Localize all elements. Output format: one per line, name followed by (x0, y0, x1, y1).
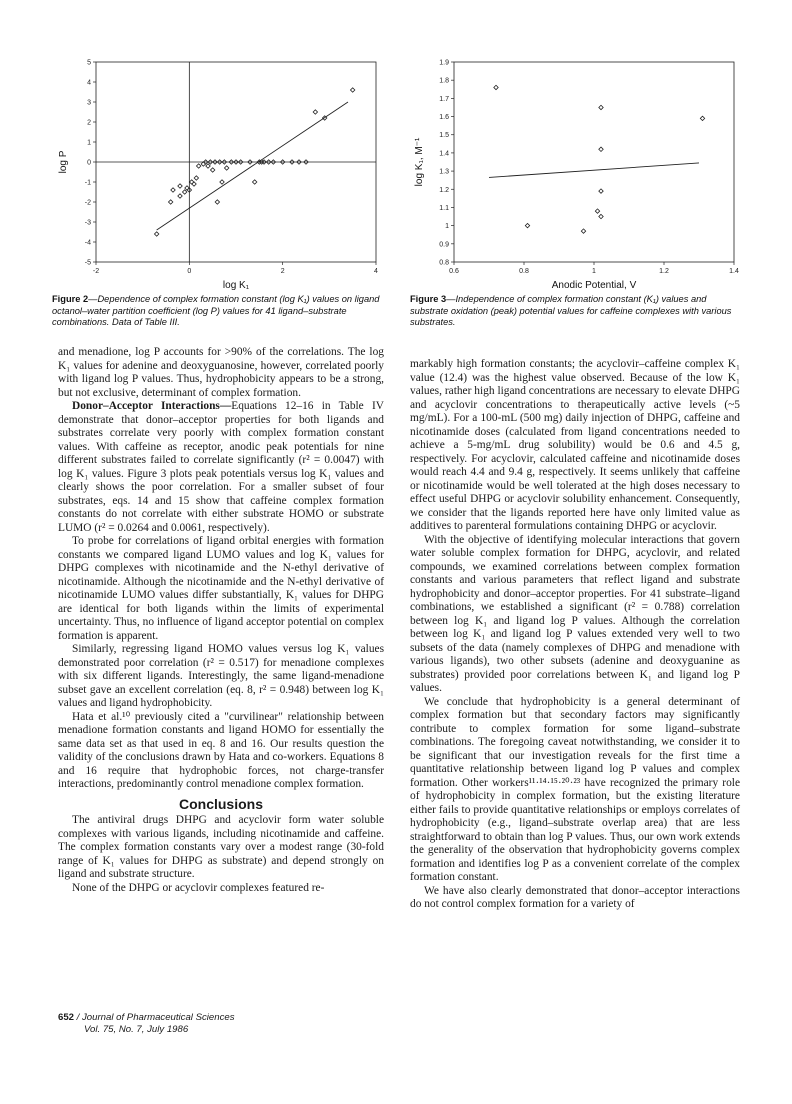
figure-2-caption (52, 294, 382, 329)
y-tick-label: 0 (87, 159, 91, 167)
paragraph (410, 696, 740, 885)
y-tick-label: -4 (84, 239, 91, 247)
data-point (178, 194, 182, 198)
data-point (525, 223, 529, 227)
y-tick-label: 4 (87, 79, 91, 87)
x-axis-label: log K₁ (222, 280, 250, 291)
figure-3-plot (410, 56, 750, 291)
paragraph-text: To probe for correlations of ligand orbital energies with formation constants we compared ligand LUMO values and log K₁ values for DHPG complexes with nicotinamide and the N-ethyl derivative of nicotinamide. Although the nicotinamide and the N-ethyl derivative of nicotinamide LUMO values differ substantially, K₁ values for DHPG are identical for both ligands within the limits of experimental uncertainty. Thus, no influence of ligand acceptor potential on complex formation is apparent. (58, 535, 384, 642)
x-tick-label: 1.2 (659, 268, 669, 275)
data-point (494, 85, 498, 89)
paragraph-text: None of the DHPG or acyclovir complexes featured re- (72, 881, 325, 894)
data-point (182, 190, 186, 194)
paragraph (58, 711, 384, 792)
figure-3 (410, 56, 750, 291)
y-tick-label: 1 (87, 139, 91, 147)
left-column (58, 346, 384, 895)
paragraph-text: The antiviral drugs DHPG and acyclovir form water soluble complexes with various ligands, including nicotinamide and caffeine. The complex formation constants vary over a modest range (30-fold range of K₁ values for DHPG as substrate) and depend strongly on ligand and substrate structure. (58, 814, 384, 880)
data-point (599, 105, 603, 109)
x-tick-label: -2 (92, 268, 100, 275)
plot-frame (454, 62, 734, 262)
x-tick-label: 0 (187, 268, 192, 275)
page-footer (58, 1012, 235, 1036)
data-point (220, 180, 224, 184)
y-tick-label: 1.6 (439, 114, 449, 122)
paragraph (58, 882, 384, 896)
paragraph (410, 885, 740, 912)
figure-2 (52, 56, 382, 291)
y-tick-label: 1.4 (439, 150, 449, 158)
y-tick-label: 0.9 (439, 241, 449, 249)
paragraph (410, 534, 740, 696)
paragraph-text: and menadione, log P accounts for >90% of the correlations. The log K₁ values for adenine and deoxyguanosine, however, correlated poorly with ligand log P values. Thus, hydrophobicity appears to be a strong, but not exclusive, determinant of complex formation. (58, 346, 384, 399)
y-axis-label: log K₁, M⁻¹ (414, 137, 425, 187)
x-tick-label: 1 (592, 268, 596, 275)
paragraph (58, 814, 384, 882)
y-tick-label: 1.7 (439, 95, 449, 103)
journal-name: / Journal of Pharmaceutical Sciences (74, 1012, 235, 1023)
y-tick-label: 2 (87, 119, 91, 127)
y-tick-label: 1.1 (439, 204, 449, 212)
data-point (196, 164, 200, 168)
data-point (201, 162, 205, 166)
data-point (178, 184, 182, 188)
regression-line (489, 163, 699, 178)
paragraph-text: We have also clearly demonstrated that donor–acceptor interactions do not control complex formation for a variety of (410, 884, 740, 910)
y-tick-label: -1 (84, 179, 91, 187)
paragraph-text: Hata et al.¹⁰ previously cited a "curvilinear" relationship between menadione formation constants and ligand HOMO for essentially the same data set as that used in eq. 8 and 16. Our results question the validity of the conclusions drawn by Hata and co-workers. Equations 8 and 16 require that hydrophobic forces, not charge-transfer interactions, predominantly control menadione complex formation. (58, 710, 384, 790)
section-heading: Conclusions (178, 795, 263, 812)
y-tick-label: 1 (445, 223, 449, 231)
paragraph-text: Equations 12–16 in Table IV demonstrate that donor–acceptor properties for both ligands and substrates correlate very poorly with complex formation constant values. With caffeine as receptor, anodic peak potentials for nine different substrates failed to correlate significantly (r² = 0.0047) with log K₁ values. Figure 3 plots peak potentials versus log K₁ values and clearly shows the poor correlation. For a smaller subset of four substrates, eqs. 14 and 15 show that caffeine complex formation constants do not correlate with either substrate HOMO or substrate LUMO (r² = 0.0264 and 0.0061, respectively). (58, 400, 384, 534)
y-tick-label: 1.3 (439, 168, 449, 176)
x-tick-label: 2 (280, 268, 285, 275)
figure-2-plot (52, 56, 382, 291)
data-point (599, 189, 603, 193)
y-tick-label: 1.2 (439, 186, 449, 194)
x-axis-label: Anodic Potential, V (551, 280, 637, 291)
y-tick-label: -2 (84, 199, 91, 207)
data-point (185, 186, 189, 190)
footer-volume: Vol. 75, No. 7, July 1986 (84, 1024, 189, 1035)
y-tick-label: 5 (87, 59, 91, 67)
data-point (215, 200, 219, 204)
paragraph-text: With the objective of identifying molecular interactions that govern water soluble complex formation for DHPG, acyclovir, and related compounds, we examined correlations between complex formation constants and various parameters that reflect ligand and substrate hydrophobicity and donor–acceptor properties. For 41 substrate–ligand combinations, we established a significant (r² = 0.788) correlation between log K₁ and ligand log P values. Although the correlation between log K₁ and ligand log P values extended very well to two subsets of the data (namely complexes of DHPG and menadione with various ligands), two other subsets (adenine and deoxyguanine as substrates) provided poor correlations between K₁ and ligand log P values. (410, 533, 740, 694)
y-tick-label: 1.9 (439, 59, 449, 67)
x-tick-label: 0.6 (449, 268, 459, 275)
paragraph (58, 535, 384, 643)
data-point (313, 110, 317, 114)
data-point (599, 214, 603, 218)
figure-2-caption-text: —Dependence of complex formation constant (log K₁) values on ligand octanol–water partition coefficient (log P) values for 41 ligand–substrate combinations. Data of Table III. (52, 294, 380, 327)
paragraph (58, 643, 384, 711)
x-tick-label: 1.4 (729, 268, 739, 275)
figure-3-caption-label: Figure 3 (410, 294, 447, 304)
data-point (599, 147, 603, 151)
data-point (194, 176, 198, 180)
y-tick-label: 1.5 (439, 132, 449, 140)
data-point (224, 166, 228, 170)
x-tick-label: 0.8 (519, 268, 529, 275)
y-tick-label: -5 (84, 259, 91, 267)
right-column (410, 358, 740, 912)
data-point (252, 180, 256, 184)
data-point (700, 116, 704, 120)
figure-3-caption (410, 294, 740, 329)
figure-2-caption-label: Figure 2 (52, 294, 89, 304)
data-point (168, 200, 172, 204)
paragraph-text: Similarly, regressing ligand HOMO values versus log K₁ values demonstrated poor correlation (r² = 0.517) for menadione complexes with six different ligands. Interestingly, the same ligand-menadione subset gave an excellent correlation (eq. 8, r² = 0.948) between log K₁ values and ligand hydrophobicity. (58, 643, 384, 709)
paragraph-text: markably high formation constants; the acyclovir–caffeine complex K₁ value (12.4) was the highest value observed. Because of the low K₁ values, rather high ligand concentrations are necessary to elevate DHPG and acyclovir concentrations to therapeutically active levels (~5 mg/mL). For a 100-mL (500 mg) daily injection of DHPG, caffeine and nicotinamide doses (calculated from ligand concentrations needed to achieve a 5-mg/mL drug solubility) would be 0.6 and 4.5 g, respectively. For acyclovir, calculated caffeine and nicotinamide doses would reach 4.4 and 9.4 g, respectively. It seems unlikely that caffeine or nicotinamide would be well tolerated at the high doses necessary to effect useful DHPG or acyclovir solubility enhancement. Consequently, we consider that the ligands reported here have only limited value as additives to parenteral formulations containing DHPG or acyclovir. (410, 358, 740, 532)
regression-line (157, 102, 348, 230)
data-point (189, 180, 193, 184)
data-point (595, 209, 599, 213)
paragraph (58, 400, 384, 535)
figure-3-caption-text: —Independence of complex formation constant (K₁) values and substrate oxidation (peak) potential values for caffeine complexes with various substrates. (410, 294, 732, 327)
page-number: 652 (58, 1012, 75, 1023)
data-point (171, 188, 175, 192)
data-point (210, 168, 214, 172)
paragraph (410, 358, 740, 534)
data-point (154, 232, 158, 236)
data-point (350, 88, 354, 92)
x-tick-label: 4 (374, 268, 378, 275)
paragraph (58, 346, 384, 400)
paragraph-lead: Donor–Acceptor Interactions— (72, 400, 232, 412)
data-point (206, 164, 210, 168)
paragraph-text: We conclude that hydrophobicity is a general determinant of complex formation but that secondary factors may significantly contribute to complex formation for some ligand–substrate combinations. The foregoing caveat notwithstanding, we consider it to be significant that our investigation reveals for the first time a quantitative relationship between ligand log P values and complex formation. Other workers¹¹·¹⁴·¹⁵·²⁰·²³ have recognized the primary role of hydrophobicity in complex formation, but the existing literature either fails to provide quantitative relationships or employs correlates of hydrophobicity (e.g., ligand–substrate overlap area) that are less straightforward to obtain than log P values. Thus, our own work extends the generality of the observation that hydrophobicity governs complex formation and identifies log P as a convenient correlate of the complex formation constant. (410, 695, 740, 883)
y-tick-label: 0.8 (439, 259, 449, 267)
y-tick-label: -3 (84, 219, 91, 227)
footer-journal (58, 1012, 235, 1024)
y-tick-label: 1.8 (439, 77, 449, 85)
y-tick-label: 3 (87, 99, 91, 107)
y-axis-label: log P (58, 150, 69, 174)
data-point (581, 229, 585, 233)
data-point (192, 182, 196, 186)
